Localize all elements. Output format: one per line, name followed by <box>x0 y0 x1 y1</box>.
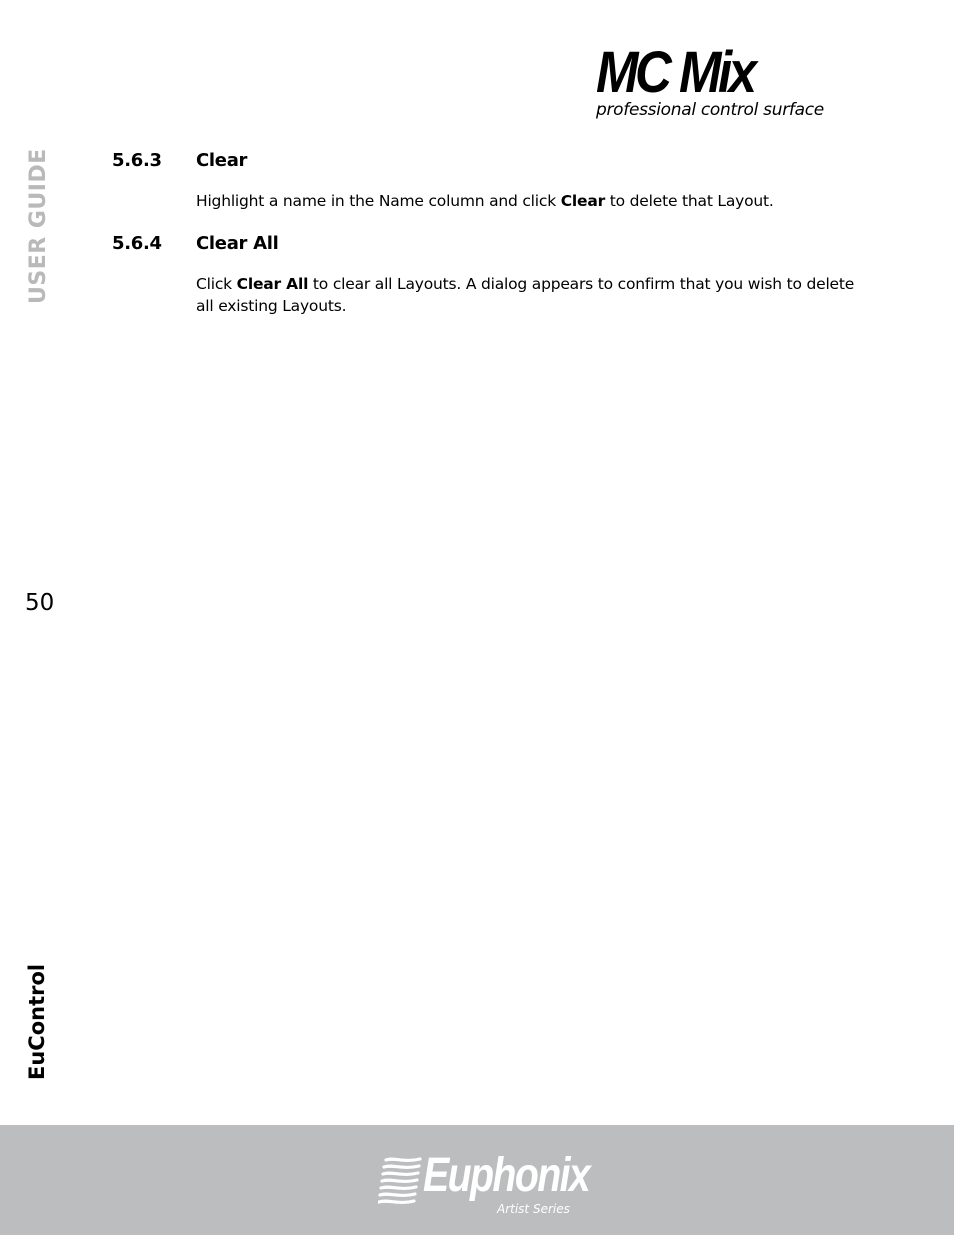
product-label-container <box>24 960 54 1080</box>
section-heading <box>112 150 852 172</box>
page-number: 50 <box>25 590 55 616</box>
product-label: EuControl <box>25 963 49 1080</box>
mc-mix-logo <box>596 40 856 120</box>
wave-icon <box>378 1156 422 1208</box>
paragraph-text: Highlight a name in the Name column and click <box>196 192 561 210</box>
section-number: 5.6.3 <box>112 150 162 171</box>
section-paragraph <box>196 273 856 317</box>
section-clear-all <box>112 233 855 333</box>
user-guide-label-container <box>24 148 54 304</box>
logo-tagline: professional control surface <box>596 100 824 120</box>
section-heading <box>112 233 852 255</box>
paragraph-text: Click <box>196 275 237 293</box>
user-guide-label: USER GUIDE <box>26 148 51 304</box>
brand-series: Artist Series <box>497 1202 570 1216</box>
section-number: 5.6.4 <box>112 233 162 254</box>
section-title: Clear <box>196 150 248 171</box>
paragraph-bold-term: Clear All <box>236 275 309 293</box>
euphonix-logo <box>378 1149 590 1222</box>
section-clear <box>112 150 852 228</box>
section-paragraph <box>196 190 856 212</box>
brand-name: Euphonix <box>423 1149 590 1202</box>
section-title: Clear All <box>196 233 279 254</box>
paragraph-bold-term: Clear <box>560 192 606 210</box>
paragraph-text: to clear all Layouts. A dialog appears to confirm that you wish to delete all existing Layouts. <box>196 275 855 315</box>
logo-title: MC Mix <box>596 40 754 105</box>
paragraph-text: to delete that Layout. <box>605 192 774 210</box>
